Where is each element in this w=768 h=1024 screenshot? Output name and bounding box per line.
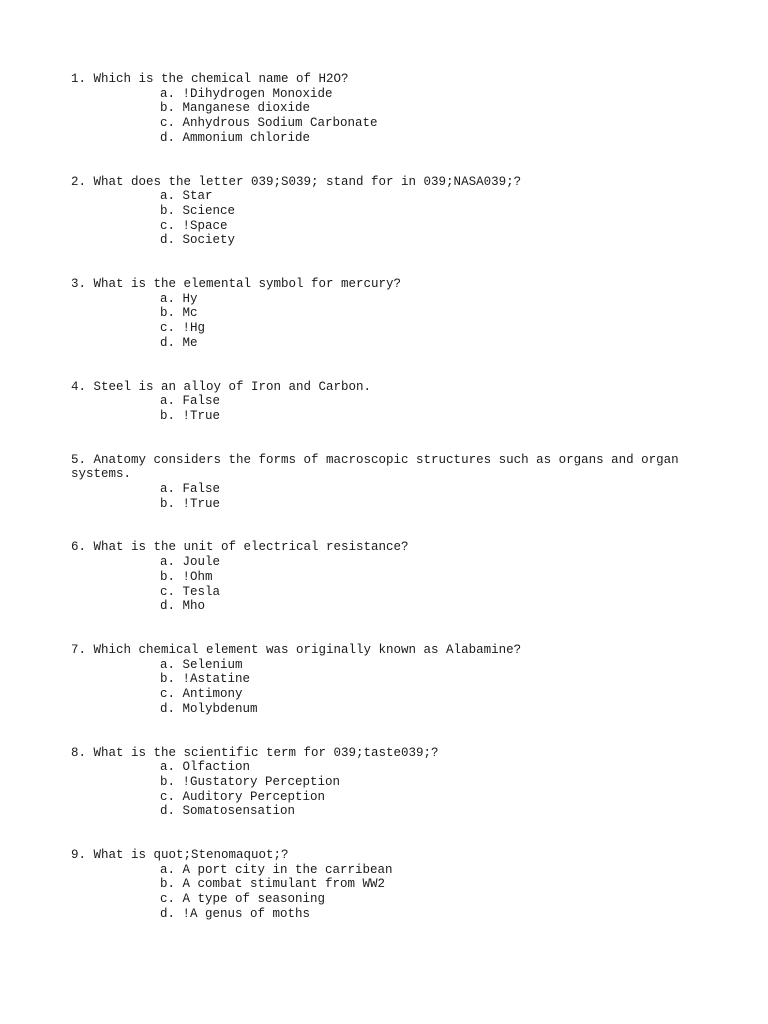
answer-options (71, 189, 701, 248)
answer-options (71, 292, 701, 351)
answer-option: c. A type of seasoning (160, 892, 326, 907)
answer-option: c. Auditory Perception (160, 789, 326, 804)
answer-option: c. Tesla (160, 584, 221, 599)
answer-option: b. !True (160, 408, 221, 423)
question-text: 7. Which chemical element was originally known as Alabamine? (71, 642, 522, 657)
question-4 (71, 380, 701, 424)
answer-option: d. Molybdenum (160, 701, 258, 716)
answer-options (71, 87, 701, 146)
question-7 (71, 643, 701, 717)
answer-option: a. Hy (160, 291, 198, 306)
answer-option: b. Science (160, 203, 236, 218)
question-3 (71, 277, 701, 351)
answer-option: d. !A genus of moths (160, 906, 311, 921)
answer-option: b. A combat stimulant from WW2 (160, 877, 386, 892)
answer-option: c. !Hg (160, 321, 206, 336)
answer-option: b. !True (160, 496, 221, 511)
answer-option: b. !Astatine (160, 672, 251, 687)
answer-option: a. False (160, 482, 221, 497)
quiz-document (71, 72, 701, 951)
answer-option: d. Somatosensation (160, 804, 296, 819)
answer-options (71, 394, 701, 423)
answer-option: d. Ammonium chloride (160, 130, 311, 145)
answer-option: b. !Gustatory Perception (160, 774, 341, 789)
question-text: 1. Which is the chemical name of H2O? (71, 72, 349, 86)
question-5 (71, 453, 701, 512)
answer-options (71, 760, 701, 819)
answer-option: d. Society (160, 233, 236, 248)
question-text: 6. What is the unit of electrical resistance? (71, 540, 409, 555)
answer-option: b. Mc (160, 306, 198, 321)
answer-option: d. Me (160, 335, 198, 350)
answer-options (71, 863, 701, 922)
question-text: 5. Anatomy considers the forms of macroscopic structures such as organs and organ systems. (71, 452, 687, 482)
answer-option: a. False (160, 394, 221, 409)
answer-option: c. !Space (160, 218, 228, 233)
answer-options (71, 482, 701, 511)
answer-option: c. Anhydrous Sodium Carbonate (160, 116, 378, 131)
answer-option: a. !Dihydrogen Monoxide (160, 86, 333, 101)
question-9 (71, 848, 701, 922)
question-1 (71, 72, 701, 146)
question-text: 4. Steel is an alloy of Iron and Carbon. (71, 379, 372, 394)
answer-option: b. Manganese dioxide (160, 101, 311, 116)
question-text: 9. What is quot;Stenomaquot;? (71, 848, 289, 863)
answer-option: b. !Ohm (160, 569, 213, 584)
answer-options (71, 658, 701, 717)
answer-option: a. Joule (160, 555, 221, 570)
answer-options (71, 555, 701, 614)
question-8 (71, 746, 701, 820)
answer-option: a. Star (160, 189, 213, 204)
question-text: 2. What does the letter 039;S039; stand for in 039;NASA039;? (71, 174, 522, 189)
answer-option: a. Olfaction (160, 760, 251, 775)
question-2 (71, 175, 701, 249)
question-6 (71, 540, 701, 614)
answer-option: a. Selenium (160, 657, 243, 672)
question-text: 3. What is the elemental symbol for mercury? (71, 277, 402, 292)
answer-option: c. Antimony (160, 687, 243, 702)
question-text: 8. What is the scientific term for 039;taste039;? (71, 745, 439, 760)
answer-option: d. Mho (160, 599, 206, 614)
answer-option: a. A port city in the carribean (160, 862, 393, 877)
